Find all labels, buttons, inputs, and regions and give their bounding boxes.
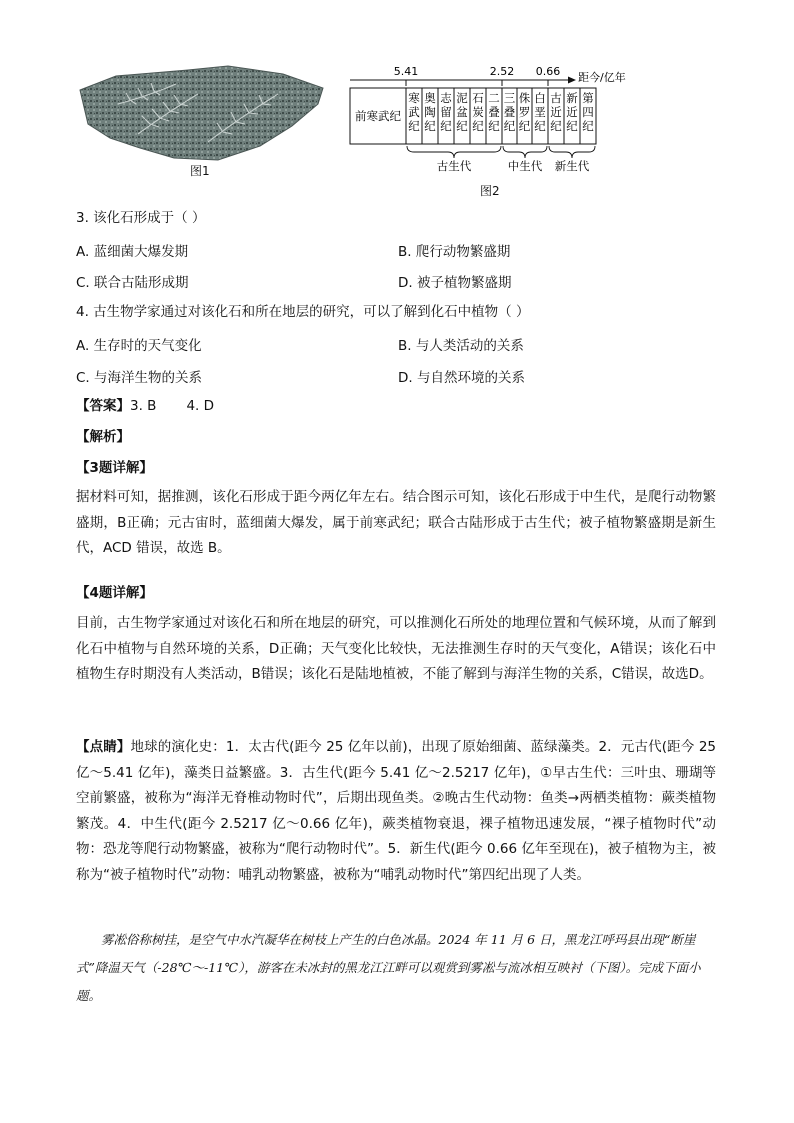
period-label: 第四纪 — [582, 91, 594, 133]
q3-option-a: A. 蓝细菌大爆发期 — [76, 244, 189, 260]
q4-detail-label: 【4题详解】 — [76, 585, 153, 601]
geologic-timeline — [344, 64, 644, 180]
era-paleozoic: 古生代 — [436, 159, 472, 173]
tick-label-066: 0.66 — [535, 65, 561, 78]
tip-paragraph — [76, 735, 716, 888]
analysis-label: 【解析】 — [76, 429, 130, 445]
q4-option-b: B. 与人类活动的关系 — [398, 338, 524, 354]
q4-option-a: A. 生存时的天气变化 — [76, 338, 202, 354]
period-label: 石炭纪 — [472, 91, 484, 133]
period-label: 二叠纪 — [488, 91, 500, 133]
q3-option-b: B. 爬行动物繁盛期 — [398, 244, 511, 260]
figure1-caption: 图1 — [190, 164, 210, 178]
q4-detail-text: 目前，古生物学家通过对该化石和所在地层的研究，可以推测化石所处的地理位置和气候环境，从而了解到化石中植物与自然环境的关系，D正确；天气变化比较快，无法推测生存时的天气变化，A错误；该化石中植物生存时期没有人类活动，B错误；该化石是陆地植被，不能了解到与海洋生物的关系，C错误，故选D。 — [76, 615, 716, 682]
q3-detail-text: 据材料可知，据推测，该化石形成于距今两亿年左右。结合图示可知，该化石形成于中生代，是爬行动物繁盛期，B正确；元古宙时，蓝细菌大爆发，属于前寒武纪；联合古陆形成于古生代；被子植物繁盛期是新生代，ACD 错误，故选 B。 — [76, 489, 716, 556]
question-3-stem: 3. 该化石形成于（ ） — [76, 210, 206, 226]
q3-option-c: C. 联合古陆形成期 — [76, 275, 189, 291]
figure2-caption: 图2 — [480, 184, 500, 198]
tip-text: 地球的演化史：1．太古代(距今 25 亿年以前)，出现了原始细菌、蓝绿藻类。2．元古代(距今 25 亿～5.41 亿年)，藻类日益繁盛。3．古生代(距今 5.41 亿～2.5217 亿年)，①早古生代：三叶虫、珊瑚等空前繁盛，被称为“海洋无脊椎动物时代”，后期出现鱼类。②晚古生代动物：鱼类→两栖类植物：蕨类植物繁茂。4．中生代(距今 2.5217 亿～0.66 亿年)，蕨类植物衰退，裸子植物迅速发展，“裸子植物时代”动物：恐龙等爬行动物繁盛，被称为“爬行动物时代”。5．新生代(距今 0.66 亿年至现在)，被子植物为主，被称为“被子植物时代”动物：哺乳动物繁盛，被称为“哺乳动物时代”第四纪出现了人类。 — [76, 739, 716, 883]
q3-option-d: D. 被子植物繁盛期 — [398, 275, 512, 291]
era-cenozoic: 新生代 — [554, 159, 590, 173]
period-label: 侏罗纪 — [518, 91, 531, 133]
q3-detail-label: 【3题详解】 — [76, 460, 153, 476]
period-label: 泥盆纪 — [456, 91, 468, 133]
era-mesozoic: 中生代 — [507, 159, 543, 173]
period-label: 白垩纪 — [534, 91, 546, 133]
tip-label: 【点睛】 — [76, 739, 131, 755]
period-label: 新近纪 — [566, 91, 578, 133]
q4-option-c: C. 与海洋生物的关系 — [76, 370, 203, 386]
q4-option-d: D. 与自然环境的关系 — [398, 370, 525, 386]
tick-label-541: 5.41 — [393, 65, 419, 78]
answer-text: 3. B 4. D — [130, 398, 215, 414]
period-label: 三叠纪 — [503, 91, 516, 133]
period-label: 寒武纪 — [408, 91, 420, 133]
answer-line — [76, 396, 214, 416]
answer-label: 【答案】 — [76, 398, 130, 414]
next-section-intro: 雾凇俗称树挂，是空气中水汽凝华在树枝上产生的白色冰晶。2024 年 11 月 6 日，黑龙江呼玛县出现“断崖式”降温天气（-28℃～-11℃），游客在未冰封的黑龙江江畔可以观赏到雾凇与流冰相互映衬（下图）。完成下面小题。 — [76, 932, 701, 1003]
period-label: 古近纪 — [550, 91, 562, 133]
question-4-stem: 4. 古生物学家通过对该化石和所在地层的研究，可以了解到化石中植物（ ） — [76, 304, 530, 320]
period-label: 奥陶纪 — [424, 91, 436, 133]
period-label: 志留纪 — [440, 91, 452, 133]
fossil-photo — [78, 64, 326, 164]
period-label: 前寒武纪 — [355, 109, 401, 123]
axis-label: 距今/亿年 — [578, 71, 626, 84]
tick-label-252: 2.52 — [489, 65, 515, 78]
